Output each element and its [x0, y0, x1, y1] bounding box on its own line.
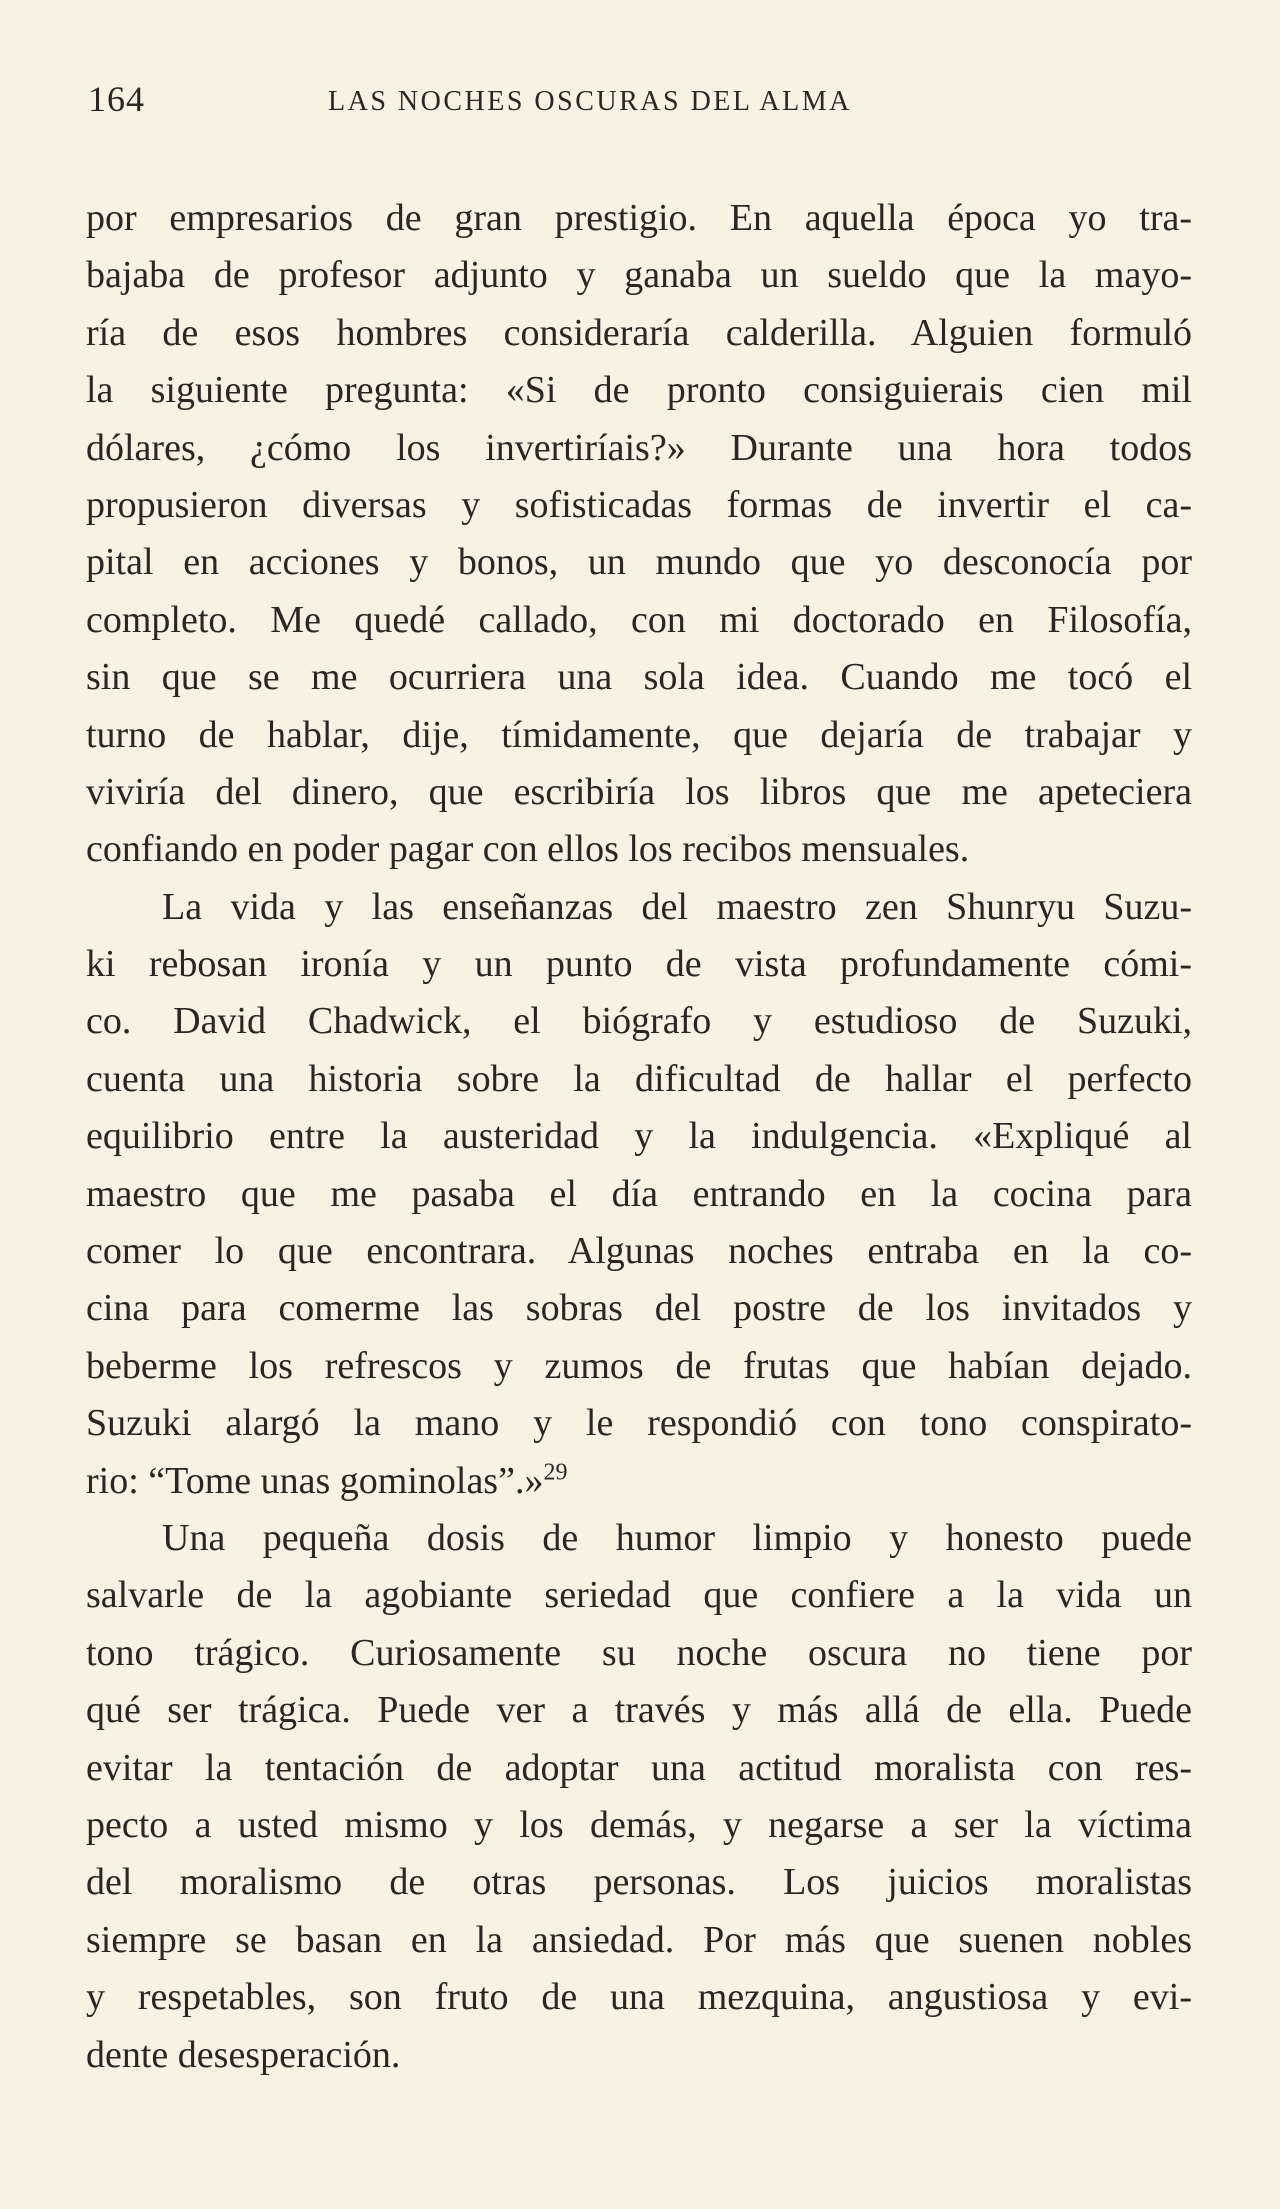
- text-line-with-footnote: [86, 1453, 1192, 1510]
- text-line: cina para comerme las sobras del postre de los invitados y: [86, 1287, 1192, 1330]
- text-line: Suzuki alargó la mano y le respondió con tono conspirato-: [86, 1402, 1192, 1445]
- text-line: pital en acciones y bonos, un mundo que yo desconocía por: [86, 541, 1192, 584]
- text-line: qué ser trágica. Puede ver a través y más allá de ella. Puede: [86, 1689, 1192, 1732]
- text-line: por empresarios de gran prestigio. En aquella época yo tra-: [86, 197, 1192, 239]
- text-line: comer lo que encontrara. Algunas noches entraba en la co-: [86, 1230, 1192, 1273]
- text-line: cuenta una historia sobre la dificultad de hallar el perfecto: [86, 1057, 1192, 1100]
- text-line: rio: “Tome unas gominolas”.»: [86, 1459, 544, 1502]
- footnote-reference: 29: [543, 1458, 568, 1485]
- text-line: sin que se me ocurriera una sola idea. Cuando me tocó el: [86, 656, 1192, 699]
- text-line: ki rebosan ironía y un punto de vista profundamente cómi-: [86, 943, 1192, 986]
- text-line: dente desesperación.: [86, 2033, 401, 2076]
- text-line: beberme los refrescos y zumos de frutas que habían dejado.: [86, 1344, 1192, 1387]
- text-line: siempre se basan en la ansiedad. Por más que suenen nobles: [86, 1918, 1192, 1961]
- text-line: maestro que me pasaba el día entrando en la cocina para: [86, 1172, 1192, 1215]
- text-line: co. David Chadwick, el biógrafo y estudioso de Suzuki,: [86, 1000, 1192, 1043]
- text-line: La vida y las enseñanzas del maestro zen Shunryu Suzu-: [162, 885, 1192, 928]
- text-line: ría de esos hombres consideraría calderilla. Alguien formuló: [86, 311, 1192, 354]
- paragraph-1: [86, 190, 1192, 879]
- text-line: la siguiente pregunta: «Si de pronto consiguierais cien mil: [86, 369, 1192, 412]
- text-line: equilibrio entre la austeridad y la indulgencia. «Expliqué al: [86, 1115, 1192, 1158]
- running-head: [88, 78, 1192, 128]
- body-text: [86, 190, 1192, 2084]
- text-line: bajaba de profesor adjunto y ganaba un sueldo que la mayo-: [86, 254, 1192, 297]
- text-line: viviría del dinero, que escribiría los libros que me apeteciera: [86, 770, 1192, 813]
- text-line: propusieron diversas y sofisticadas formas de invertir el ca-: [86, 483, 1192, 526]
- text-line: completo. Me quedé callado, con mi doctorado en Filosofía,: [86, 598, 1192, 641]
- text-line: evitar la tentación de adoptar una actitud moralista con res-: [86, 1746, 1192, 1789]
- text-line: Una pequeña dosis de humor limpio y honesto puede: [162, 1516, 1192, 1559]
- page-number: 164: [88, 79, 145, 119]
- text-line: pecto a usted mismo y los demás, y negarse a ser la víctima: [86, 1803, 1192, 1846]
- text-line: turno de hablar, dije, tímidamente, que dejaría de trabajar y: [86, 713, 1192, 756]
- text-line: dólares, ¿cómo los invertiríais?» Durante una hora todos: [86, 426, 1192, 469]
- text-line: del moralismo de otras personas. Los juicios moralistas: [86, 1861, 1192, 1904]
- paragraph-3: [86, 1510, 1192, 2084]
- paragraph-2: [86, 879, 1192, 1510]
- running-head-title: LAS NOCHES OSCURAS DEL ALMA: [328, 86, 852, 117]
- text-line: y respetables, son fruto de una mezquina, angustiosa y evi-: [86, 1976, 1192, 2019]
- text-line: tono trágico. Curiosamente su noche oscura no tiene por: [86, 1631, 1192, 1674]
- text-line: confiando en poder pagar con ellos los recibos mensuales.: [86, 828, 970, 871]
- text-line: salvarle de la agobiante seriedad que confiere a la vida un: [86, 1574, 1192, 1617]
